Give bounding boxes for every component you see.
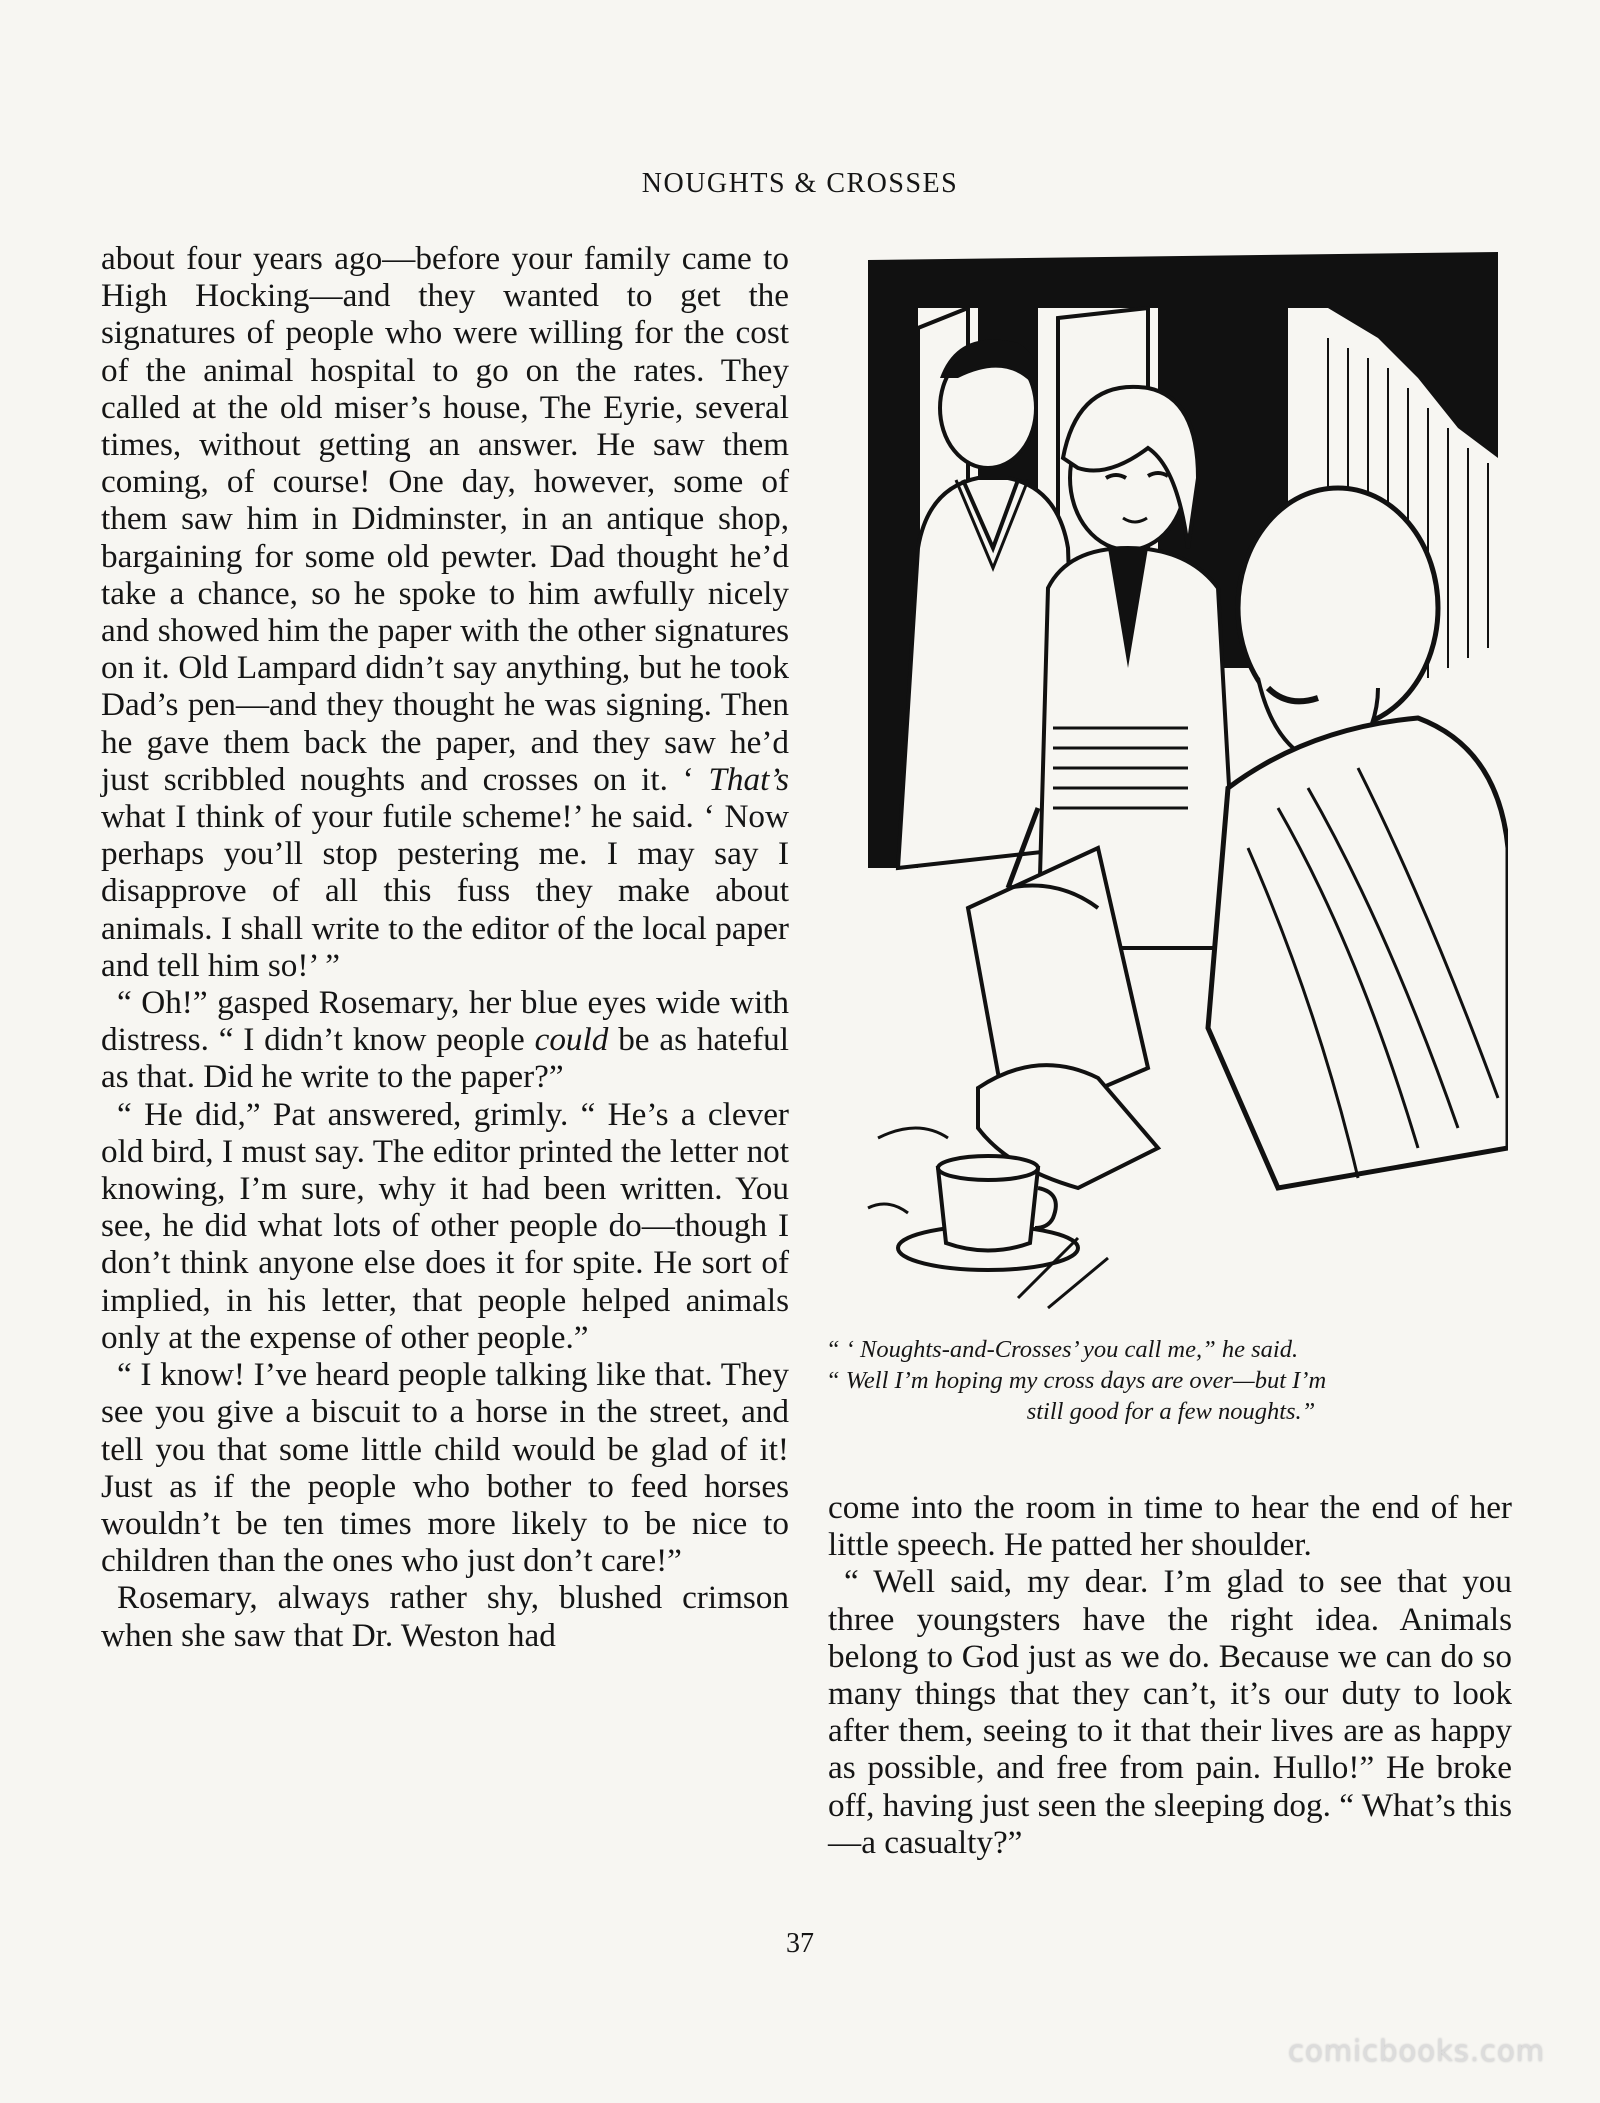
paragraph: come into the room in time to hear the end of her little speech. He patted her shoulder. — [828, 1489, 1512, 1564]
emphasis: That’s — [708, 760, 789, 798]
story-illustration — [858, 248, 1508, 1340]
paragraph: about four years ago—before your family came to High Hocking—and they wanted to get the signatures of people who were willing for the cost of the animal hospital to go on the rates. They called at the old miser’s house, The Eyrie, several times, without getting an answer. He saw them coming, of course! One day, however, some of them saw him in Didminster, in an antique shop, bargaining for some old pewter. Dad thought he’d take a chance, so he spoke to him awfully nicely and showed him the paper with the other signatures on it. Old Lampard didn’t say anything, but he took Dad’s pen—and they thought he was signing. Then he gave them back the paper, and they saw he’d just scribbled noughts and crosses on it. ‘ That’s what I think of your futile scheme!’ he said. ‘ Now perhaps you’ll stop pestering me. I may say I disapprove of all this fuss they make about animals. I shall write to the editor of the local paper and tell him so!’ ” — [101, 240, 789, 984]
paragraph: Rosemary, always rather shy, blushed crimson when she saw that Dr. Weston had — [101, 1579, 789, 1654]
running-title: NOUGHTS & CROSSES — [641, 168, 959, 199]
left-text-column — [101, 240, 789, 1654]
caption-line: “ Well I’m hoping my cross days are over—but I’m — [826, 1367, 1327, 1394]
paragraph: “ He did,” Pat answered, grimly. “ He’s a clever old bird, I must say. The editor printed the letter not knowing, I’m sure, why it had been written. You see, he did what lots of other people do—though I don’t think anyone else does it for spite. He sort of implied, in his letter, that people helped animals only at the expense of other people.” — [101, 1095, 789, 1356]
emphasis: could — [534, 1021, 609, 1059]
right-text-column — [828, 1489, 1512, 1861]
paragraph: “ Oh!” gasped Rosemary, her blue eyes wide with distress. “ I didn’t know people could be as hateful as that. Did he write to the paper?” — [101, 984, 789, 1096]
caption-line: “ ‘ Noughts-and-Crosses’ you call me,” he said. — [826, 1336, 1299, 1363]
paragraph: “ I know! I’ve heard people talking like that. They see you give a biscuit to a horse in the street, and tell you that some little child would be glad of it! Just as if the people who bother to feed horses wouldn’t be ten times more likely to be nice to children than the ones who just don’t care!” — [101, 1356, 789, 1580]
paragraph: “ Well said, my dear. I’m glad to see that you three youngsters have the right idea. Animals belong to God just as we do. Because we can do so many things that they can’t, it’s our duty to look after them, seeing to it that their lives are as happy as possible, and free from pain. Hullo!” He broke off, having just seen the sleeping dog. “ What’s this—a casualty?” — [828, 1563, 1512, 1861]
illustration-caption — [826, 1334, 1516, 1427]
caption-line: still good for a few noughts.” — [1026, 1398, 1316, 1425]
watermark: comicbooks.com — [1288, 2034, 1545, 2068]
illustration-drawing — [858, 248, 1508, 1340]
page-number: 37 — [786, 1928, 814, 1959]
